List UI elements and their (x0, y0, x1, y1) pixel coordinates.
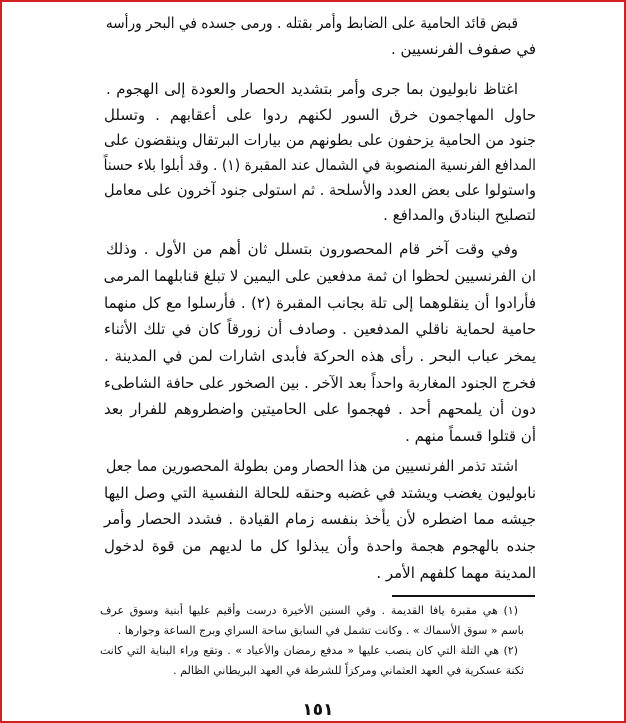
footnote-line: ثكنة عسكرية في العهد العثماني ومركزاً للشرطة في العهد البريطاني الظالم . (173, 664, 524, 677)
footnote-separator (392, 595, 535, 597)
body-line: اشتد تذمر الفرنسيين من هذا الحصار ومن بطولة المحصورين مما جعل (106, 457, 518, 475)
footnote-line: (٢) هي التلة التي كان ينصب عليها « مدفع رمضان والأعياد » . وتقع وراء البناية التي كانت (100, 644, 518, 657)
body-line: حاول المهاجمون خرق السور لكنهم ردوا على أعقابهم . وتسلل (104, 106, 536, 124)
body-line: ان الفرنسيين لحظوا ان ثمة مدفعين على اليمين لا تبلغ قنابلهما المرمى (103, 267, 536, 285)
body-line: جنود من الحامية يزحفون على بطونهم من بيارات البرتقال وينقضون على (104, 131, 536, 149)
body-line: فأرادوا أن ينقلوهما إلى تلة بجانب المقبرة (٢) . فأرسلوا مع كل منهما (104, 294, 536, 312)
body-line: أن قتلوا قسماً منهم . (405, 427, 536, 445)
body-line: المدينة مهما كلفهم الأمر . (376, 564, 536, 582)
body-line: وفي وقت آخر قام المحصورون بتسلل ثان أهم من الأول . وذلك (106, 240, 518, 258)
page-number: ١٥١ (302, 700, 334, 720)
body-line: يمخر عباب البحر . رأى هذه الحركة فأبدى اشارات لمن في المدينة . (104, 347, 536, 365)
body-line: فخرج الجنود المغاربة واحداً بعد الآخر . بين الصخور على حافة الشاطىء (104, 374, 536, 392)
footnote-line: باسم « سوق الأسماك » . وكانت تشمل في السابق ساحة السراي وبرج الساعة وجوارها . (117, 624, 524, 637)
body-line: دون أن يلمحهم أحد . فهجموا على الحاميتين واضطروهم للفرار بعد (104, 400, 536, 418)
body-line: حامية لحماية ناقلي المدفعين . وصادف أن زورقاً كان في تلك الأثناء (104, 320, 536, 338)
body-line: واستولوا على بعض العدد والأسلحة . ثم استولى جنود آخرون على معامل (103, 181, 536, 199)
body-line: لتصليح البنادق والمدافع . (383, 206, 536, 224)
body-line: قبض قائد الحامية على الضابط وأمر بقتله . ورمى جسده في البحر ورأسه (105, 14, 519, 32)
body-line: جيشه مما اضطره لأن يأخذ بنفسه زمام القيادة . فشدد الحصار وأمر (104, 510, 536, 528)
body-line: نابوليون يغضب ويشتد في غضبه وحنقه للحالة النفسية التي وصل اليها (104, 484, 536, 502)
body-line: المدافع الفرنسية المنصوبة في الشمال عند المقبرة (١) . وقد أبلوا بلاء حسناً (103, 156, 536, 174)
footnote-line: (١) هي مقبرة يافا القديمة . وفي السنين الأخيرة درست وأقيم عليها أبنية وسوق عرف (100, 604, 518, 617)
body-line: اغتاظ نابوليون بما جرى وأمر بتشديد الحصار والعودة إلى الهجوم . (106, 80, 518, 98)
body-line: في صفوف الفرنسيين . (391, 40, 536, 58)
body-line: جنده بالهجوم هجمة واحدة وأن يبذلوا كل ما لديهم من قوة لدخول (104, 537, 536, 555)
